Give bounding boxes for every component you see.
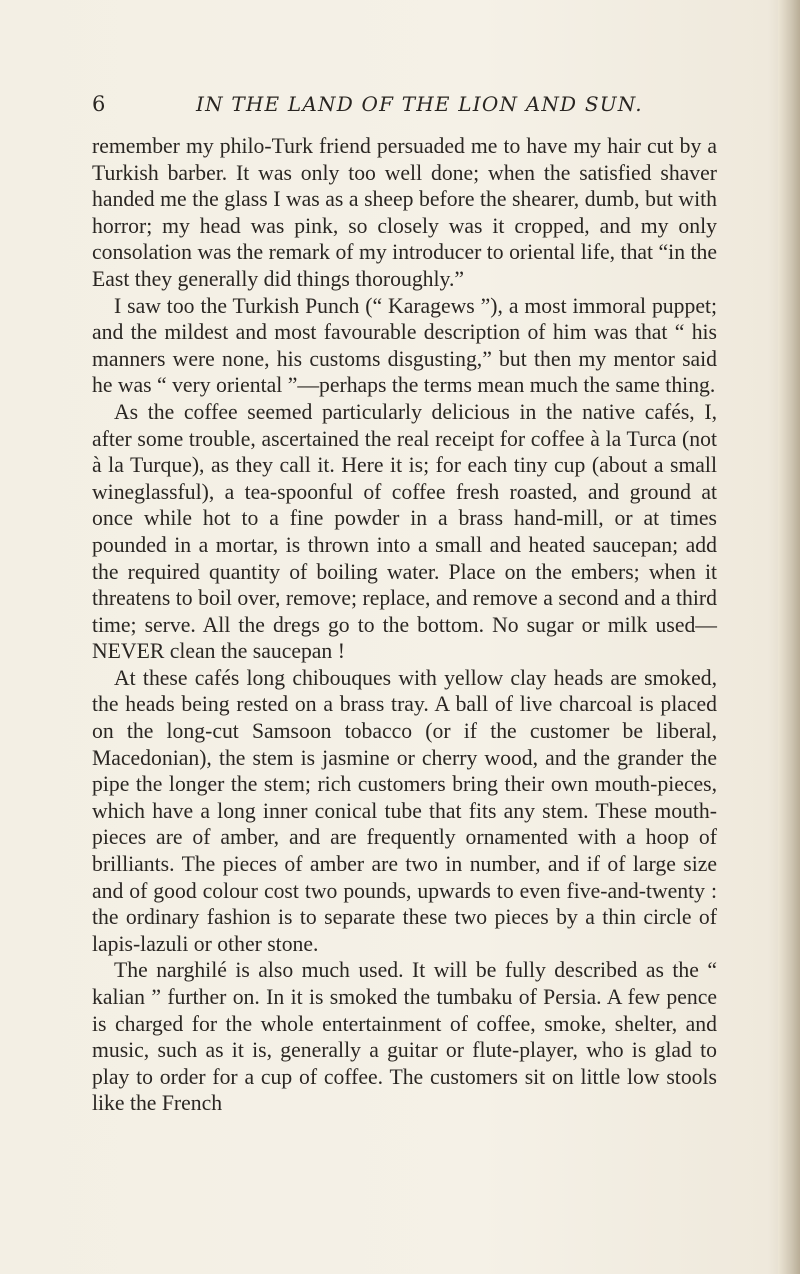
page-edge [778, 0, 800, 1274]
running-head: IN THE LAND OF THE LION AND SUN. [196, 92, 643, 116]
paragraph-2: I saw too the Turkish Punch (“ Karagews ”), a most immoral puppet; and the mildest and most favourable description of him was that “ his manners were none, his customs disgusting,” but then my mentor said he was “ very oriental ”—perhaps the terms mean much the same thing. [92, 293, 717, 398]
page-header [92, 90, 712, 120]
paragraph-3: As the coffee seemed particularly delicious in the native cafés, I, after some trouble, ascertained the real receipt for coffee à la Turca (not à la Turque), as they call it. Here it is; for each tiny cup (about a small wineglassful), a tea-spoonful of coffee fresh roasted, and ground at once while hot to a fine powder in a brass hand-mill, or at times pounded in a mortar, is thrown into a small and heated saucepan; add the required quantity of boiling water. Place on the embers; when it threatens to boil over, remove; replace, and remove a second and a third time; serve. All the dregs go to the bottom. No sugar or milk used—NEVER clean the saucepan ! [92, 399, 717, 664]
page-number: 6 [92, 92, 106, 116]
paragraph-4: At these cafés long chibouques with yellow clay heads are smoked, the heads being rested on a brass tray. A ball of live charcoal is placed on the long-cut Samsoon tobacco (or if the customer be liberal, Macedonian), the stem is jasmine or cherry wood, and the grander the pipe the longer the stem; rich customers bring their own mouth-pieces, which have a long inner conical tube that fits any stem. These mouth-pieces are of amber, and are frequently ornamented with a hoop of brilliants. The pieces of amber are two in number, and if of large size and of good colour cost two pounds, upwards to even five-and-twenty : the ordinary fashion is to separate these two pieces by a thin circle of lapis-lazuli or other stone. [92, 665, 717, 956]
paragraph-5: The narghilé is also much used. It will be fully described as the “ kalian ” further on. In it is smoked the tumbaku of Persia. A few pence is charged for the whole entertainment of coffee, smoke, shelter, and music, such as it is, generally a guitar or flute-player, who is glad to play to order for a cup of coffee. The customers sit on little low stools like the French [92, 958, 717, 1116]
paragraph-1: remember my philo-Turk friend persuaded me to have my hair cut by a Turkish barber. It was only too well done; when the satisfied shaver handed me the glass I was as a sheep before the shearer, dumb, but with horror; my head was pink, so closely was it cropped, and my only consolation was the remark of my introducer to oriental life, that “in the East they generally did things thoroughly.” [92, 134, 717, 291]
body-text [92, 133, 717, 1117]
